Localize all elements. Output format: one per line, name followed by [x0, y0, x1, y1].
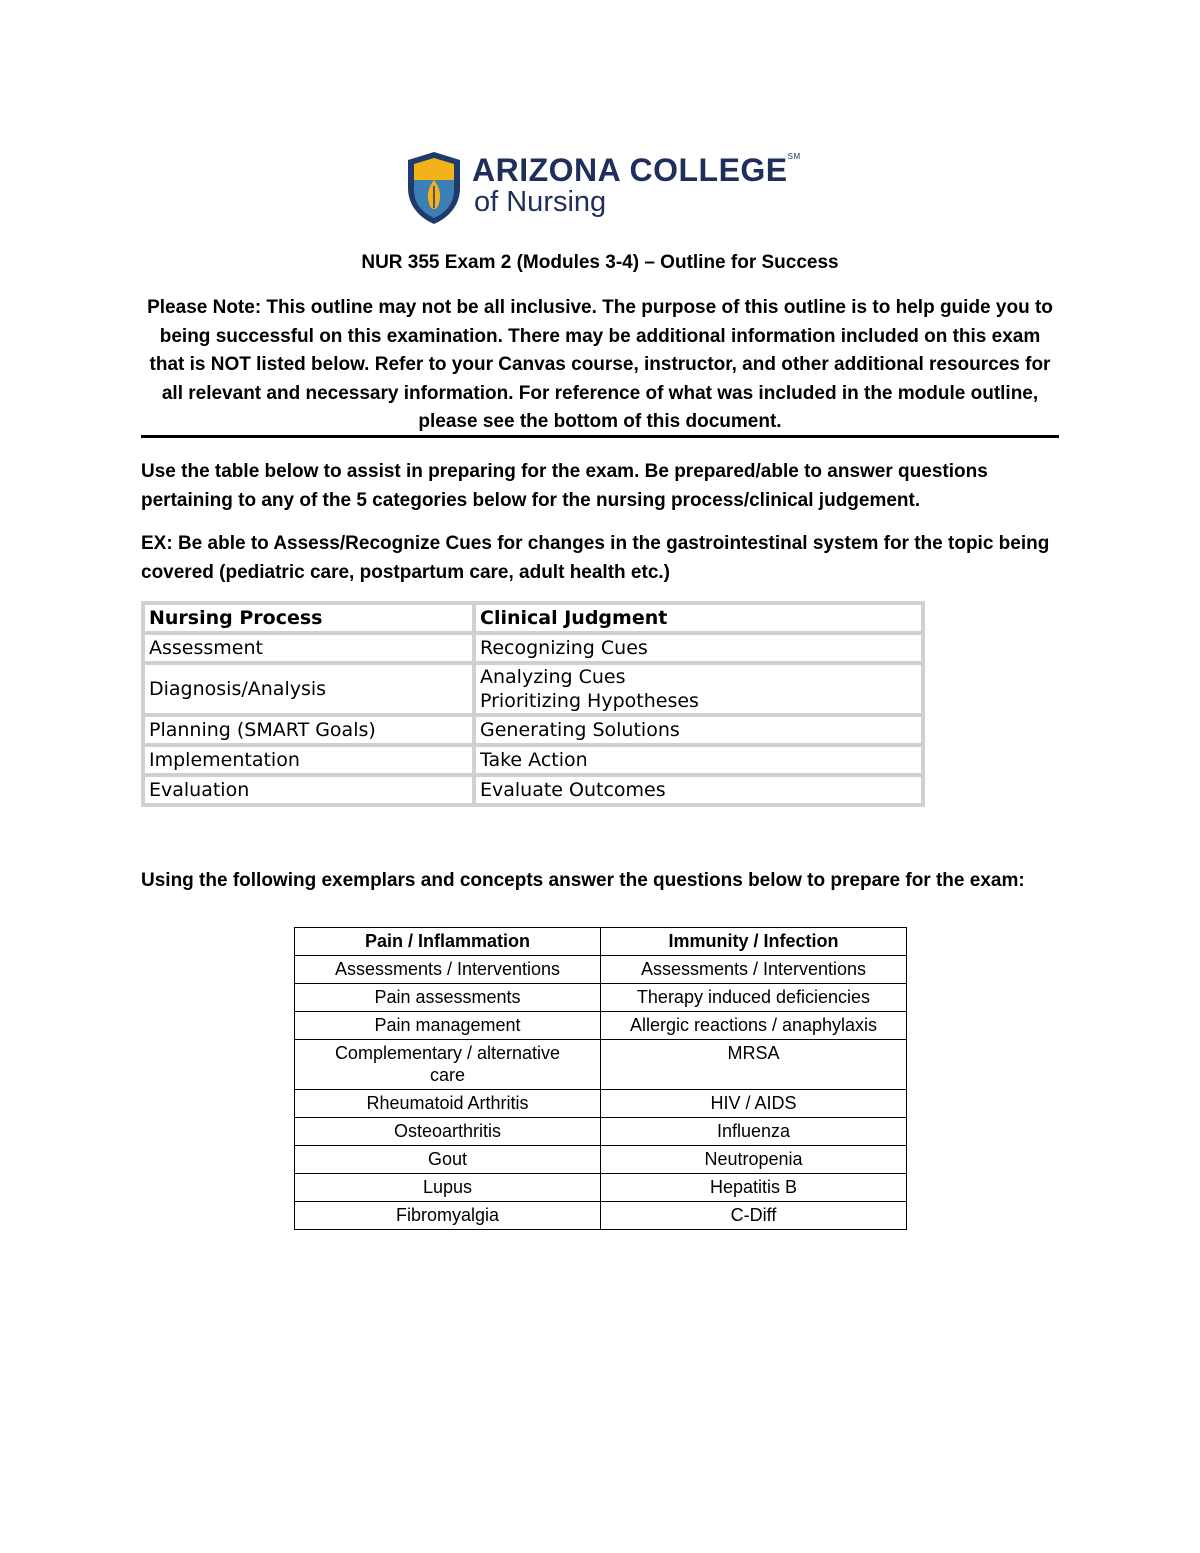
- table-row: [295, 1090, 907, 1118]
- table-header-row: [295, 928, 907, 956]
- exemplar-table: [294, 927, 907, 1230]
- process-cell: Evaluation: [145, 777, 472, 803]
- judgment-cell: Take Action: [476, 747, 921, 773]
- logo-name-line1: ARIZONA COLLEGE℠: [472, 152, 801, 188]
- process-cell: Assessment: [145, 635, 472, 661]
- immunity-cell: Hepatitis B: [601, 1174, 907, 1202]
- table-row: [295, 1146, 907, 1174]
- disclaimer-note: Please Note: This outline may not be all inclusive. The purpose of this outline is to help guide you to being successful on this examination. There may be additional information included on this exam that is NOT listed below. Refer to your Canvas course, instructor, and other additional resources for all relevant and necessary information. For reference of what was included in the module outline, please see the bottom of this document.: [147, 297, 1053, 433]
- immunity-cell: Therapy induced deficiencies: [601, 984, 907, 1012]
- college-logo: [404, 150, 804, 228]
- logo-name-line2: of Nursing: [474, 186, 607, 218]
- judgment-line: Analyzing Cues: [480, 666, 626, 688]
- header-immunity-infection: Immunity / Infection: [601, 928, 907, 956]
- table-row: [145, 635, 921, 661]
- immunity-cell: MRSA: [601, 1040, 907, 1090]
- table-row: [295, 1118, 907, 1146]
- table-row: [295, 984, 907, 1012]
- judgment-cell: Recognizing Cues: [476, 635, 921, 661]
- judgment-cell: Generating Solutions: [476, 717, 921, 743]
- table-row: [295, 1202, 907, 1230]
- judgment-line: Prioritizing Hypotheses: [480, 690, 699, 712]
- immunity-cell: Assessments / Interventions: [601, 956, 907, 984]
- judgment-cell: Evaluate Outcomes: [476, 777, 921, 803]
- nursing-process-table: [141, 601, 925, 807]
- immunity-cell: C-Diff: [601, 1202, 907, 1230]
- process-cell: Implementation: [145, 747, 472, 773]
- header-clinical-judgment: Clinical Judgment: [476, 605, 921, 631]
- immunity-cell: HIV / AIDS: [601, 1090, 907, 1118]
- instruction-table-use: Use the table below to assist in preparing for the exam. Be prepared/able to answer questions pertaining to any of the 5 categories below for the nursing process/clinical judgement.: [141, 461, 988, 511]
- table-row: [295, 1040, 907, 1090]
- table-row: [145, 665, 921, 713]
- instruction-exemplars: Using the following exemplars and concepts answer the questions below to prepare for the exam:: [141, 870, 1025, 891]
- process-cell: Diagnosis/Analysis: [145, 665, 472, 713]
- table-row: [145, 717, 921, 743]
- immunity-cell: Allergic reactions / anaphylaxis: [601, 1012, 907, 1040]
- pain-cell: Pain assessments: [295, 984, 601, 1012]
- table-row: [145, 777, 921, 803]
- pain-cell: Gout: [295, 1146, 601, 1174]
- header-nursing-process: Nursing Process: [145, 605, 472, 631]
- judgment-cell: [476, 665, 921, 713]
- shield-icon: [404, 150, 464, 226]
- immunity-cell: Neutropenia: [601, 1146, 907, 1174]
- instruction-example: EX: Be able to Assess/Recognize Cues for changes in the gastrointestinal system for the topic being covered (pediatric care, postpartum care, adult health etc.): [141, 533, 1050, 583]
- table-row: [295, 1012, 907, 1040]
- table-row: [295, 956, 907, 984]
- pain-cell: Osteoarthritis: [295, 1118, 601, 1146]
- table-row: [145, 747, 921, 773]
- divider: [141, 435, 1059, 438]
- header-pain-inflammation: Pain / Inflammation: [295, 928, 601, 956]
- pain-cell: Complementary / alternative care: [295, 1040, 601, 1090]
- process-cell: Planning (SMART Goals): [145, 717, 472, 743]
- pain-cell: Fibromyalgia: [295, 1202, 601, 1230]
- immunity-cell: Influenza: [601, 1118, 907, 1146]
- pain-cell: Assessments / Interventions: [295, 956, 601, 984]
- pain-cell: Rheumatoid Arthritis: [295, 1090, 601, 1118]
- pain-cell: Lupus: [295, 1174, 601, 1202]
- pain-cell: Pain management: [295, 1012, 601, 1040]
- table-header-row: [145, 605, 921, 631]
- page-title: NUR 355 Exam 2 (Modules 3-4) – Outline for Success: [361, 252, 839, 273]
- table-row: [295, 1174, 907, 1202]
